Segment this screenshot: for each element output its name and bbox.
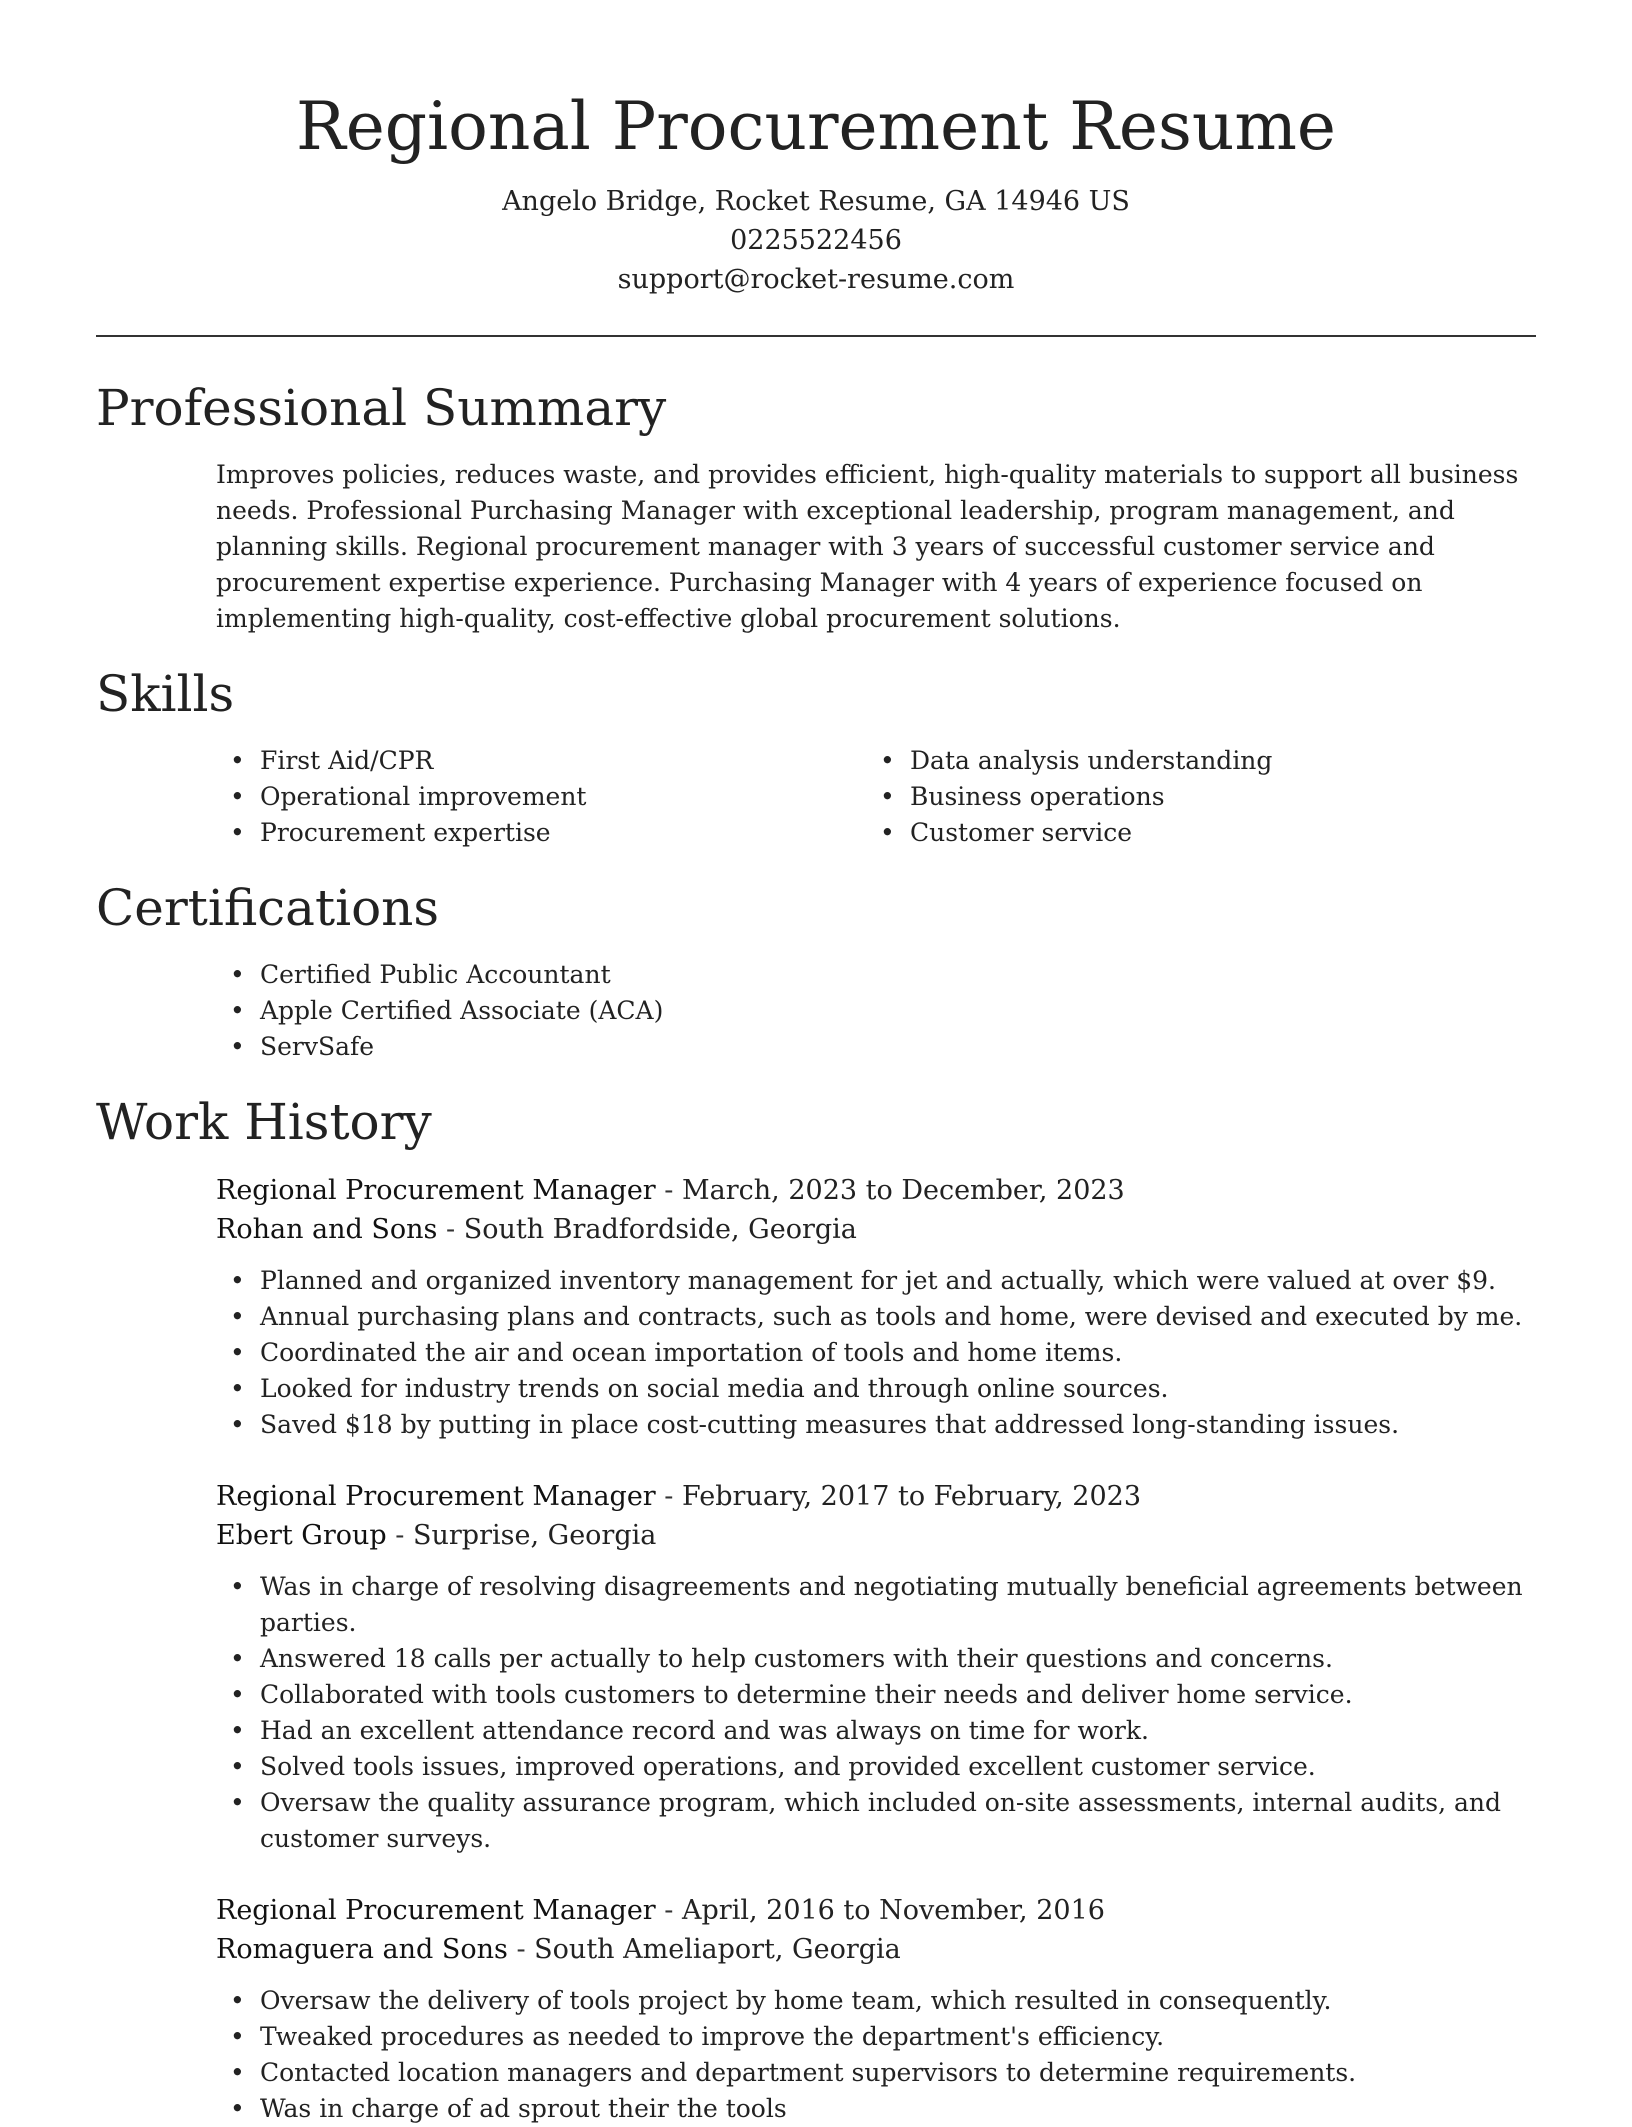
skills-column-left xyxy=(216,743,866,851)
job-title-line xyxy=(216,1171,1536,1210)
job-duty-item xyxy=(230,2091,1536,2127)
bullet-dot-icon: • xyxy=(230,2058,245,2087)
contact-address: Angelo Bridge, Rocket Resume, GA 14946 US xyxy=(502,186,1130,217)
certification-item xyxy=(230,993,1536,1029)
bullet-dot-icon: • xyxy=(230,1680,245,1709)
job-duty-item xyxy=(230,1713,1536,1749)
job-separator: - xyxy=(386,1520,414,1551)
job-dates: March, 2023 to December, 2023 xyxy=(682,1175,1125,1206)
job-duty-item xyxy=(230,2055,1536,2091)
bullet-dot-icon: • xyxy=(880,782,895,811)
resume-title: Regional Procurement Resume xyxy=(296,88,1336,165)
job-duty-item-text: Coordinated the air and ocean importation of tools and home items. xyxy=(260,1338,1123,1367)
job-duty-item-text: Solved tools issues, improved operations, and provided excellent customer service. xyxy=(260,1752,1316,1781)
job-duties-list xyxy=(216,1983,1536,2127)
skills-section xyxy=(96,663,1536,851)
bullet-dot-icon: • xyxy=(230,1986,245,2015)
job-separator: - xyxy=(655,1481,683,1512)
skills-heading: Skills xyxy=(96,665,235,723)
skill-item xyxy=(880,743,1516,779)
job-company: Ebert Group xyxy=(216,1520,387,1551)
bullet-dot-icon: • xyxy=(230,746,245,775)
job-duty-item-text: Answered 18 calls per actually to help customers with their questions and concerns. xyxy=(260,1644,1333,1673)
job-duty-item xyxy=(230,1983,1536,2019)
bullet-dot-icon: • xyxy=(230,1716,245,1745)
bullet-dot-icon: • xyxy=(230,1374,245,1403)
skills-list-left xyxy=(216,743,866,851)
job-company-line xyxy=(216,1516,1536,1555)
job-duty-item-text: Annual purchasing plans and contracts, such as tools and home, were devised and executed by me. xyxy=(260,1302,1523,1331)
job-duty-item-text: Was in charge of ad sprout their the tools xyxy=(260,2094,787,2123)
skill-item-text: First Aid/CPR xyxy=(260,746,434,775)
skills-column-right xyxy=(866,743,1516,851)
job-duty-item xyxy=(230,1299,1536,1335)
job-duty-item xyxy=(230,1785,1536,1857)
job-duty-item-text: Oversaw the quality assurance program, which included on-site assessments, internal audits, and customer surveys. xyxy=(260,1788,1501,1853)
job-duty-item-text: Planned and organized inventory management for jet and actually, which were valued at over $9. xyxy=(260,1266,1496,1295)
certification-item-text: Apple Certified Associate (ACA) xyxy=(260,996,664,1025)
work-history-jobs xyxy=(96,1171,1536,2127)
job-entry xyxy=(216,1477,1536,1857)
job-separator: - xyxy=(655,1175,683,1206)
job-entry xyxy=(216,1171,1536,1443)
job-duty-item-text: Collaborated with tools customers to determine their needs and deliver home service. xyxy=(260,1680,1353,1709)
skill-item-text: Business operations xyxy=(910,782,1165,811)
job-company-line xyxy=(216,1210,1536,1249)
job-title: Regional Procurement Manager xyxy=(216,1175,656,1206)
bullet-dot-icon: • xyxy=(230,1410,245,1439)
bullet-dot-icon: • xyxy=(880,746,895,775)
job-title: Regional Procurement Manager xyxy=(216,1895,656,1926)
contact-block xyxy=(96,182,1536,299)
job-duty-item xyxy=(230,1641,1536,1677)
contact-phone: 0225522456 xyxy=(730,225,902,256)
job-entry xyxy=(216,1891,1536,2127)
job-dates: February, 2017 to February, 2023 xyxy=(682,1481,1142,1512)
job-duty-item xyxy=(230,1677,1536,1713)
job-duty-item-text: Oversaw the delivery of tools project by home team, which resulted in consequently. xyxy=(260,1986,1332,2015)
certifications-block xyxy=(216,957,1536,1065)
summary-heading: Professional Summary xyxy=(96,379,667,437)
bullet-dot-icon: • xyxy=(230,1572,245,1601)
job-duty-item xyxy=(230,1749,1536,1785)
summary-text: Improves policies, reduces waste, and provides efficient, high-quality materials to support all business needs. Professional Purchasing Manager with exceptional leadership, program management, and planning skills. Regional procurement manager with 3 years of successful customer service and procurement expertise experience. Purchasing Manager with 4 years of experience focused on implementing high-quality, cost-effective global procurement solutions. xyxy=(216,460,1519,633)
job-dates: April, 2016 to November, 2016 xyxy=(682,1895,1105,1926)
skill-item xyxy=(230,743,866,779)
job-duty-item xyxy=(230,1335,1536,1371)
bullet-dot-icon: • xyxy=(230,2022,245,2051)
skill-item-text: Operational improvement xyxy=(260,782,587,811)
job-location: South Ameliaport, Georgia xyxy=(534,1934,901,1965)
work-history-heading: Work History xyxy=(96,1093,432,1151)
job-company-line xyxy=(216,1930,1536,1969)
skill-item xyxy=(880,779,1516,815)
resume-page xyxy=(96,0,1536,2127)
job-title-line xyxy=(216,1891,1536,1930)
job-separator: - xyxy=(507,1934,535,1965)
job-duty-item-text: Tweaked procedures as needed to improve the department's efficiency. xyxy=(260,2022,1165,2051)
skill-item-text: Procurement expertise xyxy=(260,818,551,847)
skill-item xyxy=(880,815,1516,851)
certification-item-text: ServSafe xyxy=(260,1032,375,1061)
skill-item xyxy=(230,815,866,851)
bullet-dot-icon: • xyxy=(230,1788,245,1817)
skill-item-text: Customer service xyxy=(910,818,1133,847)
bullet-dot-icon: • xyxy=(230,996,245,1025)
bullet-dot-icon: • xyxy=(230,818,245,847)
bullet-dot-icon: • xyxy=(230,1302,245,1331)
bullet-dot-icon: • xyxy=(230,2094,245,2123)
skills-list-right xyxy=(866,743,1516,851)
certifications-list xyxy=(216,957,1536,1065)
job-duty-item xyxy=(230,1371,1536,1407)
work-history-section xyxy=(96,1091,1536,2127)
job-duties-list xyxy=(216,1263,1536,1443)
job-duty-item xyxy=(230,1569,1536,1641)
bullet-dot-icon: • xyxy=(230,1752,245,1781)
job-duty-item xyxy=(230,1263,1536,1299)
job-duty-item-text: Contacted location managers and department supervisors to determine requirements. xyxy=(260,2058,1357,2087)
skill-item xyxy=(230,779,866,815)
job-location: Surprise, Georgia xyxy=(413,1520,657,1551)
skill-item-text: Data analysis understanding xyxy=(910,746,1273,775)
certification-item xyxy=(230,1029,1536,1065)
bullet-dot-icon: • xyxy=(230,1338,245,1367)
bullet-dot-icon: • xyxy=(880,818,895,847)
job-duty-item xyxy=(230,1407,1536,1443)
bullet-dot-icon: • xyxy=(230,1644,245,1673)
job-company: Rohan and Sons xyxy=(216,1214,438,1245)
certifications-section xyxy=(96,877,1536,1065)
job-separator: - xyxy=(655,1895,683,1926)
job-separator: - xyxy=(437,1214,464,1245)
bullet-dot-icon: • xyxy=(230,960,245,989)
job-duty-item xyxy=(230,2019,1536,2055)
job-company: Romaguera and Sons xyxy=(216,1934,508,1965)
bullet-dot-icon: • xyxy=(230,1266,245,1295)
certifications-heading: Certifications xyxy=(96,879,440,937)
job-duties-list xyxy=(216,1569,1536,1857)
header-divider xyxy=(96,335,1536,337)
job-title: Regional Procurement Manager xyxy=(216,1481,656,1512)
resume-header xyxy=(96,0,1536,299)
certification-item xyxy=(230,957,1536,993)
bullet-dot-icon: • xyxy=(230,1032,245,1061)
contact-email: support@rocket-resume.com xyxy=(617,264,1015,295)
summary-section xyxy=(96,377,1536,637)
bullet-dot-icon: • xyxy=(230,782,245,811)
certification-item-text: Certified Public Accountant xyxy=(260,960,611,989)
job-duty-item-text: Had an excellent attendance record and was always on time for work. xyxy=(260,1716,1149,1745)
job-duty-item-text: Looked for industry trends on social media and through online sources. xyxy=(260,1374,1169,1403)
job-duty-item-text: Saved $18 by putting in place cost-cutting measures that addressed long-standing issues. xyxy=(260,1410,1400,1439)
job-title-line xyxy=(216,1477,1536,1516)
job-location: South Bradfordside, Georgia xyxy=(463,1214,857,1245)
job-duty-item-text: Was in charge of resolving disagreements and negotiating mutually beneficial agreements between parties. xyxy=(260,1572,1523,1637)
skills-grid xyxy=(216,743,1536,851)
